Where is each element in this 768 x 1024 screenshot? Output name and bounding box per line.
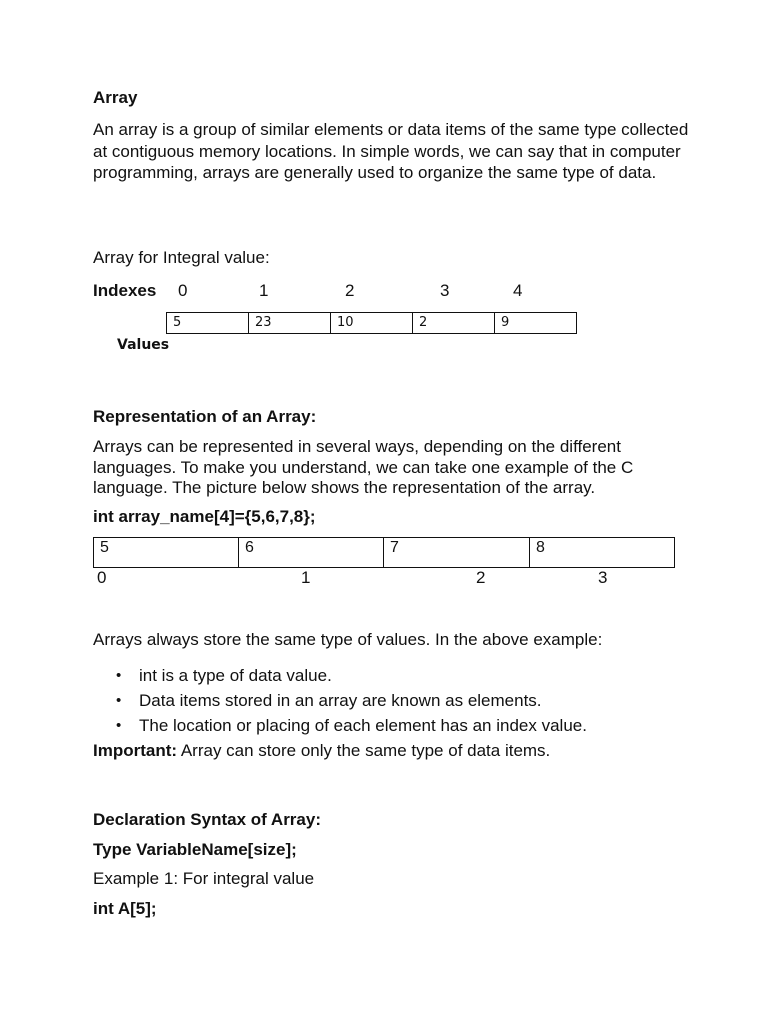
index-label: 1 (301, 568, 311, 587)
bullet-icon: • (116, 667, 122, 684)
index-label: 2 (476, 568, 486, 587)
bullet-icon: • (116, 692, 122, 709)
example-code: int A[5]; (93, 899, 157, 918)
index-label: 3 (440, 281, 450, 300)
array-cell: 7 (383, 537, 530, 568)
important-label: Important: (93, 741, 178, 760)
representation-paragraph: Arrays can be represented in several ways, depending on the different languages. To make you understand, we can take one example of the C language. The picture below shows the representation of the array. (93, 437, 634, 497)
indexes-label: Indexes (93, 281, 157, 300)
index-label: 4 (513, 281, 523, 300)
example-label: Example 1: For integral value (93, 869, 315, 888)
array-cell: 8 (529, 537, 675, 568)
array-cell: 5 (166, 312, 249, 334)
code-declaration: int array_name[4]={5,6,7,8}; (93, 507, 316, 526)
list-item (93, 690, 587, 715)
index-label: 2 (345, 281, 355, 300)
section-title-array: Array (93, 88, 138, 107)
list-item (93, 715, 587, 740)
bullet-icon: • (116, 717, 122, 734)
array-cell: 6 (238, 537, 384, 568)
array-cell: 9 (494, 312, 577, 334)
array-definition-paragraph: An array is a group of similar elements or data items of the same type collected at contiguous memory locations. In simple words, we can say that in computer programming, arrays are generally used to organize the same type of data. (93, 120, 689, 182)
index-label: 0 (97, 568, 107, 587)
list-item-text: Data items stored in an array are known as elements. (139, 691, 542, 710)
array-cell: 10 (330, 312, 413, 334)
list-item-text: The location or placing of each element has an index value. (139, 716, 587, 735)
array-cell: 23 (248, 312, 331, 334)
array-cell: 2 (412, 312, 495, 334)
section-title-representation: Representation of an Array: (93, 407, 317, 426)
section-title-declaration: Declaration Syntax of Array: (93, 810, 321, 829)
index-label: 3 (598, 568, 608, 587)
important-text: Array can store only the same type of data items. (177, 741, 551, 760)
index-label: 0 (178, 281, 188, 300)
declaration-syntax: Type VariableName[size]; (93, 840, 297, 859)
diagram-caption: Array for Integral value: (93, 248, 270, 267)
array-cell: 5 (93, 537, 239, 568)
list-item-text: int is a type of data value. (139, 666, 332, 685)
arrays-intro-text: Arrays always store the same type of values. In the above example: (93, 630, 603, 649)
values-label: Values (117, 337, 170, 353)
important-note (93, 741, 550, 761)
index-label: 1 (259, 281, 269, 300)
bullet-list (93, 665, 587, 740)
list-item (93, 665, 587, 690)
